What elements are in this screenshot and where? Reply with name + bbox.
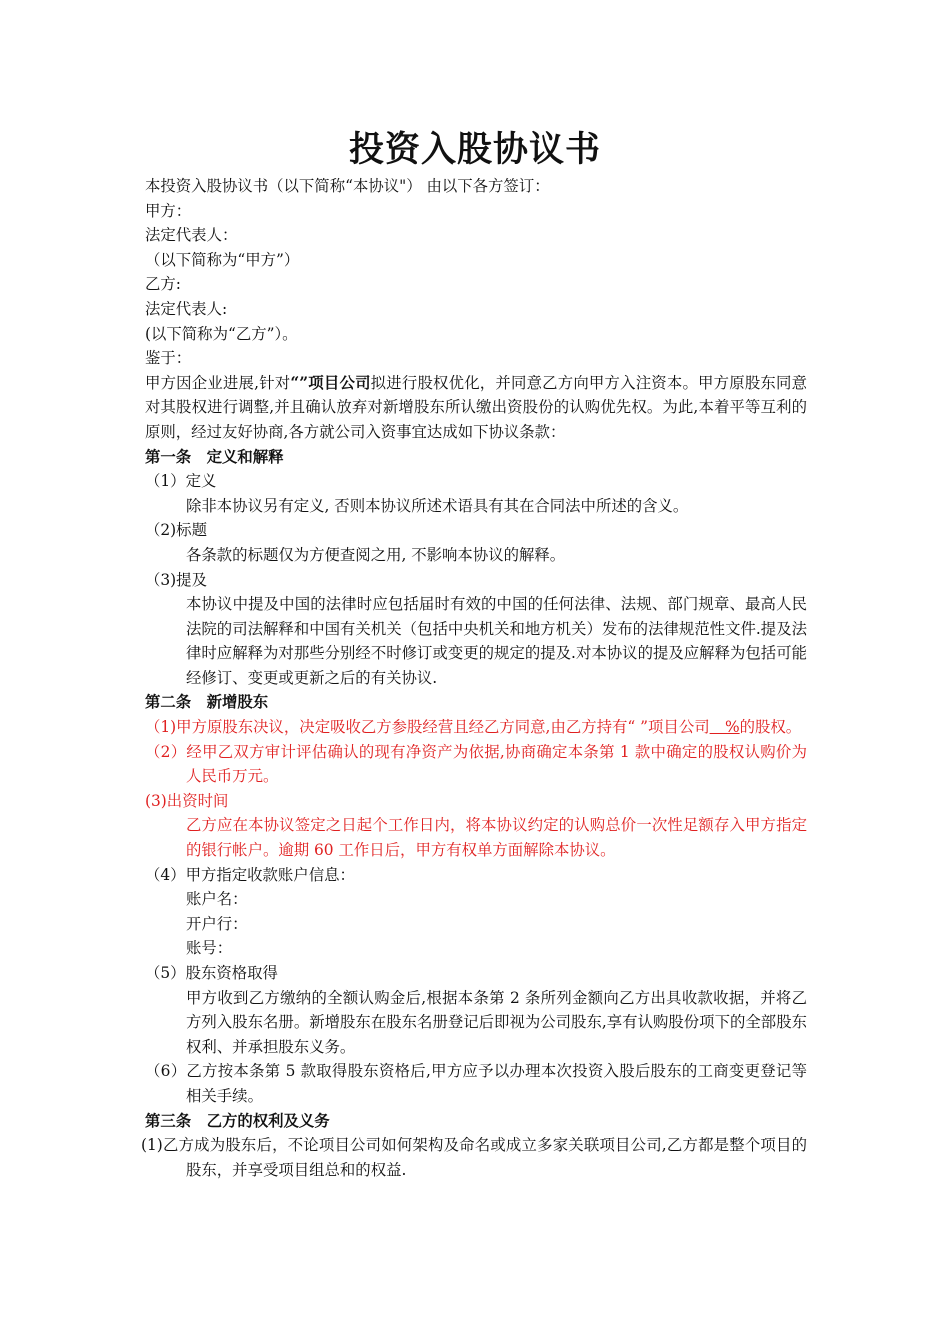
whereas-text-1: 甲方因企业进展,针对 (145, 373, 291, 392)
party-b-line: 乙方: (145, 275, 181, 294)
article-2-section-1 (145, 715, 807, 740)
document-body (141, 174, 807, 1182)
article-2-section-5-label: （5）股东资格取得 (145, 964, 278, 982)
article-1-section-3-label: （3)提及 (145, 570, 207, 589)
article-1-section-1-label: （1）定义 (145, 472, 217, 491)
article-2-section-3-text: 乙方应在本协议签定之日起个工作日内，将本协议约定的认购总价一次性足额存入甲方指定的银行帐户。逾期 60 工作日后，甲方有权单方面解除本协议。 (186, 816, 807, 860)
alias-a-line: （以下简称为“甲方”） (145, 250, 300, 269)
article-1-section-3-text: 本协议中提及中国的法律时应包括届时有效的中国的任何法律、法规、部门规章、最高人民法院的司法解释和中国有关机关（包括中央机关和地方机关）发布的法律规范性文件.提及法律时应解释为对那些分别经不时修订或变更的规定的提及.对本协议的提及应解释为包括可能经修订、变更或更新之后的有关协议. (186, 595, 807, 687)
intro-line: 本投资入股协议书（以下简称“本协议"） 由以下各方签订： (145, 177, 550, 195)
document-title: 投资入股协议书 (348, 130, 601, 170)
share-percent-blank: % (709, 718, 740, 737)
article-3-section-1: (1)乙方成为股东后，不论项目公司如何架构及命名或成立多家关联项目公司,乙方都是整个项目的股东，并享受项目组总和的权益. (141, 1136, 807, 1179)
article-1-heading: 第一条 定义和解释 (145, 447, 284, 466)
article-2-section-6: （6）乙方按本条第 5 款取得股东资格后,甲方应予以办理本次投资入股后股东的工商变更登记等相关手续。 (145, 1062, 807, 1105)
bank-line: 开户行： (186, 914, 248, 933)
whereas-label: 鉴于： (145, 349, 192, 368)
whereas-paragraph (145, 371, 807, 445)
article-3-heading: 第三条 乙方的权利及义务 (145, 1111, 330, 1130)
article-1-section-2-text: 各条款的标题仅为方便查阅之用, 不影响本协议的解释。 (186, 545, 566, 564)
article-2-section-1-text: （1)甲方原股东决议，决定吸收乙方参股经营且经乙方同意,由乙方持有“ ”项目公司 (145, 718, 710, 737)
article-2-section-1-tail: 的股权。 (739, 718, 802, 737)
article-2-heading: 第二条 新增股东 (145, 693, 269, 712)
article-2-section-5-text: 甲方收到乙方缴纳的全额认购金后,根据本条第 2 条所列金额向乙方出具收款收据，并将乙方列入股东名册。新增股东在股东名册登记后即视为公司股东,享有认购股份项下的全部股东权利、并承担股东义务。 (186, 988, 807, 1056)
alias-b-line: (以下简称为“乙方”）。 (145, 324, 298, 343)
account-number-line: 账号： (186, 939, 233, 958)
account-name-line: 账户名： (186, 890, 248, 909)
article-2-section-4-label: （4）甲方指定收款账户信息： (145, 865, 355, 884)
project-company-name: “”项目公司 (290, 373, 371, 392)
legal-rep-b-line: 法定代表人: (145, 299, 228, 318)
legal-rep-a-line: 法定代表人： (145, 226, 238, 245)
article-2-section-2: （2）经甲乙双方审计评估确认的现有净资产为依据,协商确定本条第 1 款中确定的股权认购价为人民币万元。 (145, 742, 807, 786)
article-1-section-1-text: 除非本协议另有定义, 否则本协议所述术语具有其在合同法中所述的含义。 (186, 496, 689, 515)
whereas-text-2: 拟进行股权优化，并同意乙方向甲方入注资本。甲方原股东同意对其股权进行调整,并且确认放弃对新增股东所认缴出资股份的认购优先权。为此,本着平等互利的原则，经过友好协商,各方就公司入资事宜达成如下协议条款： (145, 373, 807, 441)
party-a-line: 甲方： (145, 201, 192, 220)
article-2-section-3-label: (3)出资时间 (145, 791, 229, 810)
article-1-section-2-label: （2)标题 (145, 521, 207, 540)
